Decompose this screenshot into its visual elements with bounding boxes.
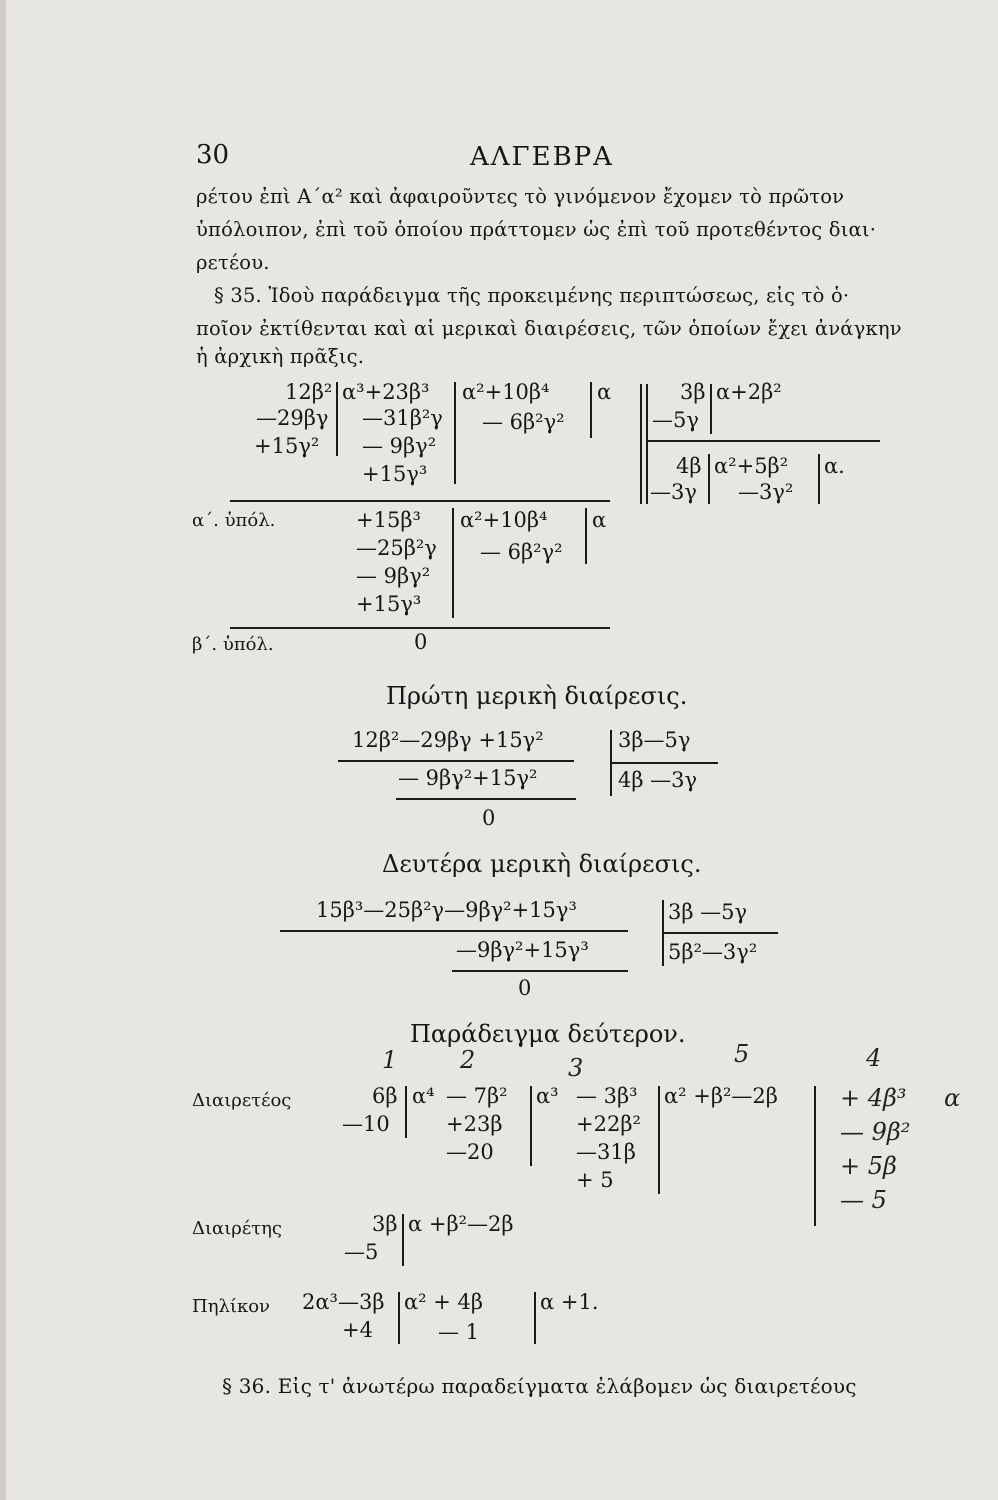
math-term: — 3β³	[576, 1084, 638, 1108]
quotient-term: α+2β²	[716, 380, 782, 404]
bar	[402, 1214, 404, 1266]
math-term: — 9βγ²	[356, 564, 431, 588]
math-term: —31β	[576, 1140, 636, 1164]
divisor-term: —3γ	[650, 480, 697, 504]
remainder-value: 0	[414, 630, 428, 654]
divisor-term: —5γ	[652, 408, 699, 432]
bar	[710, 384, 712, 434]
math-term: —10	[342, 1112, 390, 1136]
math-term: α²+10β⁴	[460, 508, 548, 532]
handwritten-term: + 4β³	[840, 1084, 907, 1112]
handwritten-term: α	[944, 1084, 961, 1112]
math-term: —31β²γ	[362, 406, 443, 430]
math-term: — 1	[438, 1320, 480, 1344]
rule	[452, 970, 628, 972]
text-line: ἡ ἀρχικὴ πρᾶξις.	[196, 345, 365, 368]
math-term: α²+10β⁴	[462, 380, 550, 404]
bar	[452, 508, 454, 618]
math-term: α² +β²—2β	[664, 1084, 778, 1108]
math-term: —5	[344, 1240, 379, 1264]
rule	[664, 932, 778, 934]
math-term: 3β	[372, 1212, 398, 1236]
rule	[280, 930, 628, 932]
divisor-term: 3β —5γ	[668, 900, 748, 924]
section-35: § 35. Ἰδοὺ παράδειγμα τῆς προκειμένης περιπτώσεως, εἰς τὸ ὁ·	[214, 284, 850, 307]
handwritten-number: 2	[460, 1046, 476, 1074]
quotient-term: α.	[824, 454, 845, 478]
handwritten-number: 1	[382, 1046, 398, 1074]
section-heading: Παράδειγμα δεύτερον.	[410, 1020, 686, 1048]
quotient-term: 5β²—3γ²	[668, 940, 758, 964]
math-term: + 5	[576, 1168, 614, 1192]
math-term: α	[597, 380, 612, 404]
bar	[454, 382, 456, 484]
rule	[396, 798, 576, 800]
handwritten-term: — 9β²	[840, 1118, 911, 1146]
math-term: 6β	[372, 1084, 398, 1108]
math-term: 12β²—29βγ +15γ²	[352, 728, 544, 752]
divisor-term: 4β	[676, 454, 702, 478]
bar	[590, 382, 592, 438]
math-term: α³+23β³	[342, 380, 430, 404]
math-term: — 9βγ²+15γ²	[398, 766, 538, 790]
math-term: α⁴	[412, 1084, 435, 1108]
handwritten-term: + 5β	[840, 1152, 897, 1180]
math-term: α +β²—2β	[408, 1212, 514, 1236]
text-line: ρετέου.	[196, 251, 270, 274]
remainder-label: α΄. ὑπόλ.	[192, 510, 276, 531]
divisor-term: 3β—5γ	[618, 728, 691, 752]
math-term: +4	[342, 1318, 373, 1342]
rule	[648, 440, 880, 442]
math-term: α² + 4β	[404, 1290, 484, 1314]
section-36: § 36. Εἰς τ' ἀνωτέρω παραδείγματα ἐλάβομεν ὡς διαιρετέους	[222, 1374, 857, 1398]
rule	[338, 760, 574, 762]
math-term: — 6β²γ²	[480, 540, 563, 564]
text-line: ρέτου ἐπὶ Α΄α² καὶ ἀφαιροῦντες τὸ γινόμενον ἔχομεν τὸ πρῶτον	[196, 185, 845, 208]
quotient-term: 4β —3γ	[618, 768, 698, 792]
section-heading: Πρώτη μερικὴ διαίρεσις.	[386, 682, 688, 710]
math-term: —20	[446, 1140, 494, 1164]
quotient-term: α²+5β²	[714, 454, 789, 478]
handwritten-number: 3	[568, 1054, 584, 1082]
math-term: +15γ³	[356, 592, 422, 616]
rule	[612, 762, 718, 764]
math-term: +22β²	[576, 1112, 641, 1136]
divisor-term: 3β	[680, 380, 706, 404]
math-term: α	[592, 508, 607, 532]
bar	[646, 384, 648, 504]
bar	[336, 382, 338, 456]
section-heading: Δευτέρα μερικὴ διαίρεσις.	[382, 850, 702, 878]
quotient-label: Πηλίκον	[192, 1296, 270, 1317]
math-term: +15γ²	[254, 434, 320, 458]
math-term: +23β	[446, 1112, 503, 1136]
handwritten-number: 5	[734, 1040, 750, 1068]
remainder-label: β΄. ὑπόλ.	[192, 634, 274, 655]
math-term: —29βγ	[256, 406, 329, 430]
dividend-label: Διαιρετέος	[192, 1090, 292, 1111]
bar	[708, 454, 710, 504]
bar	[814, 1086, 816, 1226]
math-term: 2α³—3β	[302, 1290, 385, 1314]
math-term: — 9βγ²	[362, 434, 437, 458]
page-edge-shadow	[0, 0, 6, 1500]
math-term: +15β³	[356, 508, 421, 532]
math-term: —25β²γ	[356, 536, 437, 560]
math-term: 15β³—25β²γ—9βγ²+15γ³	[316, 898, 577, 922]
math-term: α +1.	[540, 1290, 599, 1314]
bar	[398, 1292, 400, 1344]
math-term: — 7β²	[446, 1084, 508, 1108]
math-term: +15γ³	[362, 462, 428, 486]
math-term: 0	[482, 806, 496, 830]
handwritten-number: 4	[866, 1044, 882, 1072]
math-term: —9βγ²+15γ³	[456, 938, 589, 962]
math-term: — 6β²γ²	[482, 410, 565, 434]
math-term: α³	[536, 1084, 559, 1108]
math-term: 12β²	[285, 380, 333, 404]
bar	[534, 1292, 536, 1344]
rule	[230, 500, 610, 502]
math-term: 0	[518, 976, 532, 1000]
quotient-term: —3γ²	[738, 480, 794, 504]
bar	[405, 1086, 407, 1138]
page-number: 30	[196, 140, 230, 170]
divisor-label: Διαιρέτης	[192, 1218, 282, 1239]
bar	[530, 1086, 532, 1166]
page-title: ΑΛΓΕΒΡΑ	[470, 142, 614, 172]
handwritten-term: — 5	[840, 1186, 887, 1214]
bar	[658, 1086, 660, 1194]
text-line: ποῖον ἐκτίθενται καὶ αἱ μερικαὶ διαιρέσεις, τῶν ὁποίων ἔχει ἀνάγκην	[196, 317, 902, 340]
rule	[230, 627, 610, 629]
bar	[640, 384, 642, 504]
bar	[818, 454, 820, 504]
bar	[585, 508, 587, 564]
text-line: ὑπόλοιπον, ἐπὶ τοῦ ὁποίου πράττομεν ὡς ἐπὶ τοῦ προτεθέντος διαι·	[196, 218, 877, 241]
